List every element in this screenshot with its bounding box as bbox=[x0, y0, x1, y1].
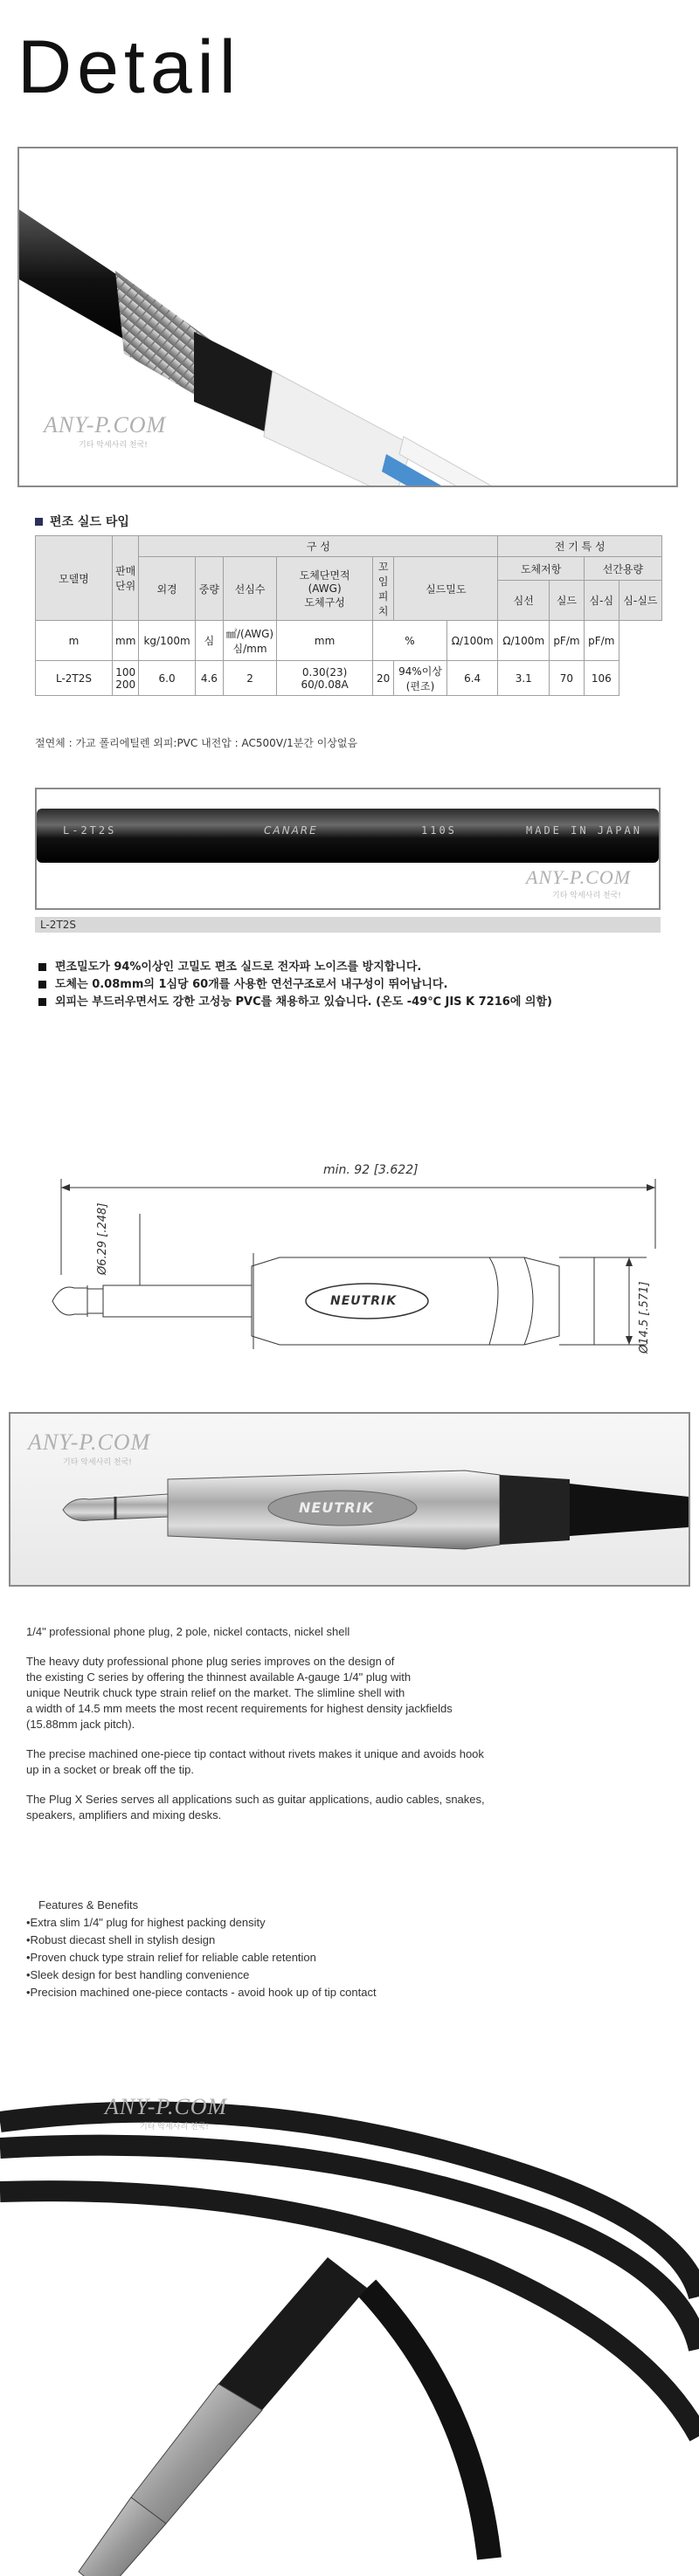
cable-coil-photo bbox=[0, 2070, 699, 2576]
plug-photo bbox=[9, 1412, 690, 1587]
col-twist-pitch: 꼬임피치 bbox=[373, 557, 394, 621]
row-core-wire: 6.4 bbox=[446, 661, 498, 696]
col-model: 모델명 bbox=[36, 536, 113, 621]
plug-technical-drawing bbox=[35, 1135, 664, 1380]
spec-heading-text: 편조 실드 타입 bbox=[50, 515, 129, 529]
col-capacitance: 선간용량 bbox=[584, 557, 661, 581]
cable-cross-section-photo bbox=[17, 147, 678, 487]
features-ko-item: 도체는 0.08mm의 1심당 60개를 사용한 연선구조로서 내구성이 뛰어납니다. bbox=[37, 976, 666, 994]
col-outer-diameter: 외경 bbox=[139, 557, 195, 621]
features-en-item: •Sleek design for best handling convenience bbox=[26, 1968, 250, 1981]
cable-coil-illustration bbox=[0, 2070, 699, 2576]
cable-model-bar: L-2T2S bbox=[35, 917, 661, 933]
row-outer-diameter: 6.0 bbox=[139, 661, 195, 696]
col-sales-unit: 판매단위 bbox=[113, 536, 139, 621]
unit-twist-pitch: mm bbox=[277, 621, 373, 661]
unit-weight: kg/100m bbox=[139, 621, 195, 661]
description-paragraph-1: 1/4" professional phone plug, 2 pole, nickel contacts, nickel shell bbox=[26, 1625, 350, 1638]
unit-conductor: ㎟/(AWG) 심/mm bbox=[223, 621, 276, 661]
col-core-core: 심-심 bbox=[584, 581, 619, 621]
row-conductor: 0.30(23) 60/0.08A bbox=[277, 661, 373, 696]
col-shield-density: 실드밀도 bbox=[394, 557, 498, 621]
unit-shield: Ω/100m bbox=[498, 621, 550, 661]
features-en-item: •Robust diecast shell in stylish design bbox=[26, 1933, 216, 1946]
watermark-brand: ANY-P.COM bbox=[44, 412, 167, 437]
unit-cores: 심 bbox=[195, 621, 223, 661]
row-cores: 2 bbox=[223, 661, 276, 696]
watermark-tagline-2: 기타 악세사리 천국! bbox=[552, 892, 621, 900]
drawing-length-dim: min. 92 [3.622] bbox=[323, 1163, 419, 1177]
features-en-item: •Precision machined one-piece contacts - avoid hook up of tip contact bbox=[26, 1986, 377, 1999]
row-core-shield: 106 bbox=[584, 661, 619, 696]
cable-print-origin: MADE IN JAPAN bbox=[526, 824, 642, 837]
col-conductor: 도체단면적 (AWG) 도체구성 bbox=[277, 557, 373, 621]
cable-print-model: L-2T2S bbox=[63, 824, 117, 837]
watermark-tagline-3: 기타 악세사리 천국! bbox=[63, 1458, 132, 1467]
features-ko-item: 외피는 부드러우면서도 강한 고성능 PVC를 채용하고 있습니다. (온도 -49℃ JIS K 7216에 의함) bbox=[37, 994, 666, 1011]
row-weight: 4.6 bbox=[195, 661, 223, 696]
features-ko-list bbox=[37, 959, 666, 1011]
row-sales-unit: 100 200 bbox=[113, 661, 139, 696]
unit-outer-diameter: mm bbox=[113, 621, 139, 661]
watermark-brand-2: ANY-P.COM bbox=[526, 866, 632, 888]
spec-note: 절연체 : 가교 폴리에틸렌 외피:PVC 내전압 : AC500V/1분간 이상없음 bbox=[35, 737, 358, 749]
unit-core-shield: pF/m bbox=[584, 621, 619, 661]
row-shield-density: 94%이상 (편조) bbox=[394, 661, 447, 696]
description-paragraph-3: The precise machined one-piece tip contact without rivets makes it unique and avoids hook up in a socket or break off the tip. bbox=[26, 1747, 484, 1776]
row-twist-pitch: 20 bbox=[373, 661, 394, 696]
col-weight: 중량 bbox=[195, 557, 223, 621]
features-en-heading: Features & Benefits bbox=[38, 1898, 139, 1911]
unit-core-wire: Ω/100m bbox=[446, 621, 498, 661]
plug-photo-brand: NEUTRIK bbox=[299, 1499, 374, 1516]
features-en-item: •Extra slim 1/4" plug for highest packing density bbox=[26, 1916, 266, 1929]
cable-print-photo bbox=[35, 788, 661, 910]
row-core-core: 70 bbox=[550, 661, 585, 696]
watermark-brand-3: ANY-P.COM bbox=[28, 1429, 151, 1455]
cable-print-brand: CANARE bbox=[264, 824, 318, 837]
unit-model: m bbox=[36, 621, 113, 661]
spec-section-heading bbox=[35, 513, 129, 530]
features-en-item: •Proven chuck type strain relief for reliable cable retention bbox=[26, 1951, 316, 1964]
col-conductor-resistance: 도체저항 bbox=[498, 557, 584, 581]
product-description bbox=[26, 1624, 673, 1837]
col-shield: 실드 bbox=[550, 581, 585, 621]
watermark-brand-4: ANY-P.COM bbox=[105, 2094, 228, 2119]
watermark-tagline-4: 기타 악세사리 천국! bbox=[140, 2123, 209, 2132]
row-shield: 3.1 bbox=[498, 661, 550, 696]
col-core-shield: 심-실드 bbox=[619, 581, 661, 621]
unit-core-core: pF/m bbox=[550, 621, 585, 661]
group-electrical: 전 기 특 성 bbox=[498, 536, 662, 557]
col-cores: 선심수 bbox=[223, 557, 276, 621]
watermark-tagline: 기타 악세사리 천국! bbox=[79, 441, 148, 450]
unit-shield-density: % bbox=[373, 621, 447, 661]
description-paragraph-4: The Plug X Series serves all applications such as guitar applications, audio cables, snakes, speakers, amplifiers and mixing desks. bbox=[26, 1793, 485, 1822]
drawing-body-dim: Ø14.5 [.571] bbox=[638, 1281, 651, 1353]
description-paragraph-2: The heavy duty professional phone plug series improves on the design of the existing C series by offering the thinnest available A-gauge 1/4" plug with unique Neutrik chuck type strain relief on the market. The slimline shell with a width of 14.5 mm meets the most recent requirements for highest density jackfields (15.88mm jack pitch). bbox=[26, 1655, 453, 1731]
features-ko-item: 편조밀도가 94%이상인 고밀도 편조 실드로 전자파 노이즈를 방지합니다. bbox=[37, 959, 666, 976]
group-composition: 구 성 bbox=[139, 536, 498, 557]
page-title: Detail bbox=[17, 25, 241, 109]
drawing-tip-dim: Ø6.29 [.248] bbox=[96, 1202, 109, 1275]
spec-table bbox=[35, 535, 662, 696]
drawing-brand: NEUTRIK bbox=[330, 1294, 398, 1308]
col-core-wire: 심선 bbox=[498, 581, 550, 621]
cable-print-code: 110S bbox=[421, 824, 457, 837]
row-model: L-2T2S bbox=[36, 661, 113, 696]
features-en bbox=[26, 1897, 673, 2001]
heading-square-icon bbox=[35, 518, 43, 526]
